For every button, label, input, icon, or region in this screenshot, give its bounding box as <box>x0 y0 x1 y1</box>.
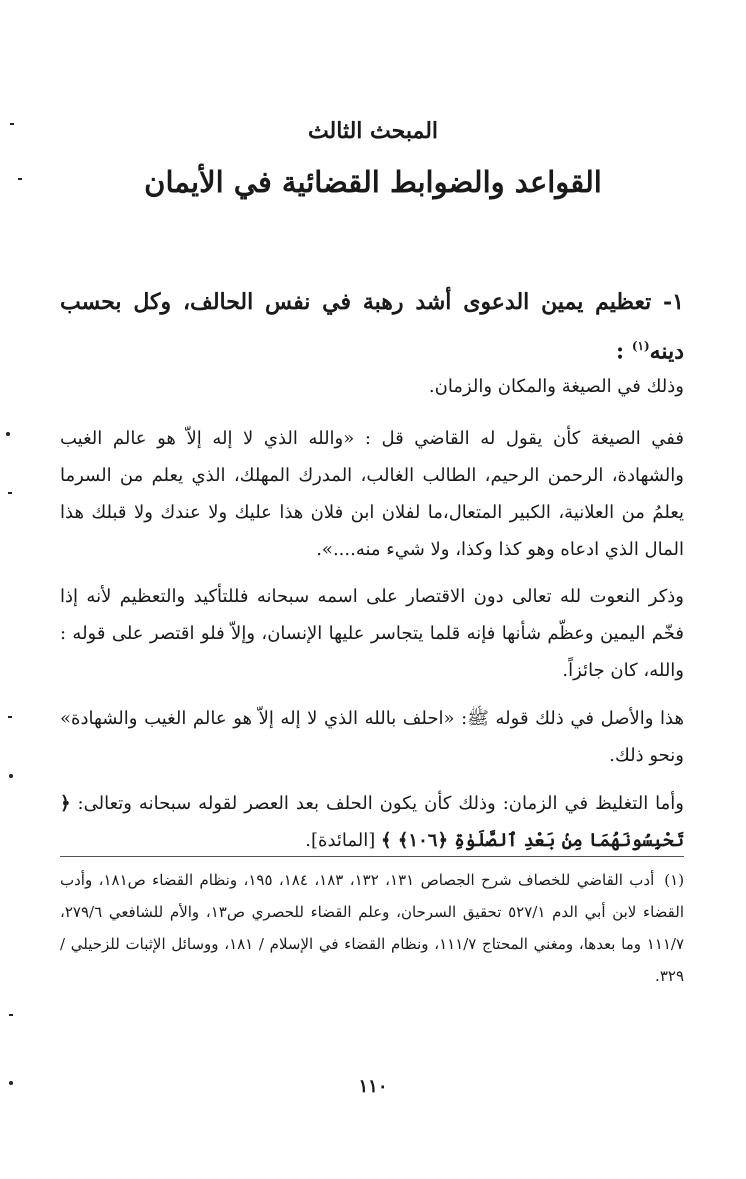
margin-mark <box>8 492 12 494</box>
footnote-text: أدب القاضي للخصاف شرح الجصاص ١٣١، ١٣٢، ١٨٣، ١٨٤، ١٩٥، ونظام القضاء ص١٨١، وأدب القضاء لابن أبي الدم ٥٢٧/١ تحقيق السرحان، وعلم القضاء للحصري ص١٣، والأم للشافعي ٢٧٩/٦، ١١١/٧ وما بعدها، ومغني المحتاج ١١١/٧، ونظام القضاء في الإسلام / ١٨١، ووسائل الإثبات للزحيلي / ٣٢٩. <box>60 871 685 985</box>
rule-heading-colon: : <box>616 338 625 365</box>
footnote <box>60 864 684 992</box>
margin-mark <box>9 1014 13 1016</box>
margin-mark <box>18 178 22 180</box>
paragraph-5-text <box>60 785 684 859</box>
margin-mark <box>6 432 10 436</box>
paragraph-1-text: وذلك في الصيغة والمكان والزمان. <box>428 376 684 397</box>
margin-mark <box>9 1081 13 1085</box>
footnote-number: (١) <box>664 871 685 889</box>
paragraph-5 <box>60 785 684 859</box>
footnote-ref[interactable]: (١) <box>631 339 650 353</box>
paragraph-2 <box>60 420 684 568</box>
rule-heading <box>60 280 684 373</box>
paragraph-3 <box>60 578 684 689</box>
paragraph-1 <box>60 368 684 405</box>
page-title: القواعد والضوابط القضائية في الأيمان <box>144 165 602 199</box>
margin-mark <box>9 774 13 778</box>
paragraph-3-text: وذكر النعوت لله تعالى دون الاقتصار على اسمه سبحانه فللتأكيد والتعظيم لأنه إذا فخّم اليمين وعظّم شأنها فإنه قلما يتجاسر عليها الإنسان، وإلاّ فلو اقتصر على قوله : والله، كان جائزاً. <box>60 586 684 681</box>
paragraph-5-start: وأما التغليظ في الزمان: وذلك كأن يكون الحلف بعد العصر لقوله سبحانه وتعالى: <box>70 793 684 814</box>
margin-mark <box>8 716 12 718</box>
rule-heading-text: ١- تعظيم يمين الدعوى أشد رهبة في نفس الحالف، وكل بحسب دينه <box>60 289 684 365</box>
footnote-separator <box>60 856 684 857</box>
paragraph-2-text: ففي الصيغة كأن يقول له القاضي قل : «والله الذي لا إله إلاّ هو عالم الغيب والشهادة، الرحمن الرحيم، الطالب الغالب، المدرك المهلك، الذي يعلم من السرما يعلمُ من العلانية، الكبير المتعال،ما لفلان ابن فلان هذا عليك ولا عندك ولا قبلك هذا المال الذي ادعاه وهو كذا وكذا، ولا شيء منه....». <box>60 428 684 560</box>
page-number: ١١٠ <box>358 1076 388 1097</box>
section-heading: المبحث الثالث <box>307 118 439 144</box>
quran-verse: ﴿ تَحْبِسُونَهُمَا مِنۢ بَعْدِ ٱلصَّلَوٰةِ ﴿١٠٦﴾ ﴾ <box>60 793 684 851</box>
margin-mark <box>10 123 14 125</box>
paragraph-5-end: [المائدة]. <box>305 830 382 851</box>
paragraph-4-text: هذا والأصل في ذلك قوله ﷺ: «احلف بالله الذي لا إله إلاّ هو عالم الغيب والشهادة» ونحو ذلك. <box>60 708 684 766</box>
paragraph-4 <box>60 700 684 774</box>
